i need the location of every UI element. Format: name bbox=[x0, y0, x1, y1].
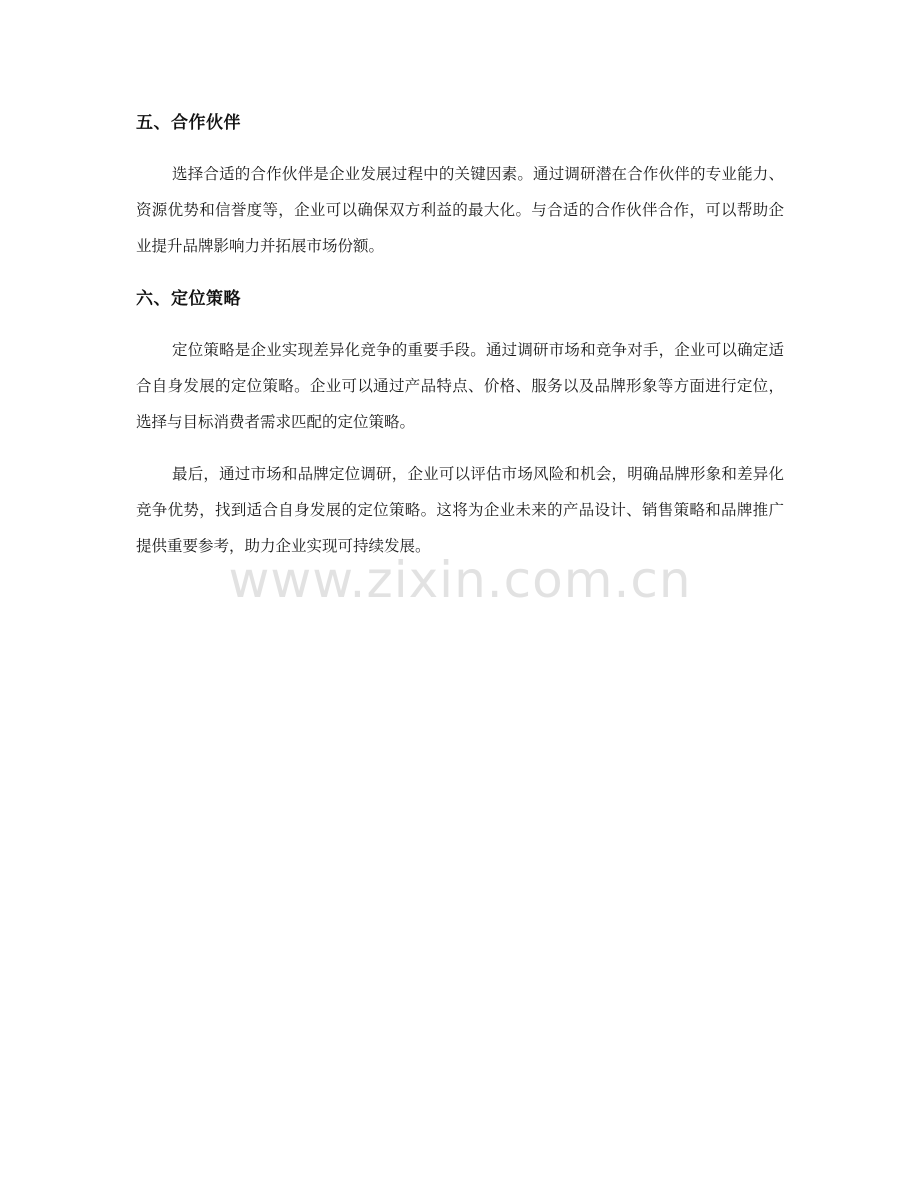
section-heading-partners: 五、合作伙伴 bbox=[136, 113, 241, 133]
document-body bbox=[136, 104, 784, 564]
paragraph-conclusion: 最后，通过市场和品牌定位调研，企业可以评估市场风险和机会，明确品牌形象和差异化竞争优势，找到适合自身发展的定位策略。这将为企业未来的产品设计、销售策略和品牌推广提供重要参考，助力企业实现可持续发展。 bbox=[136, 465, 784, 555]
watermark: www.zixin.com.cn bbox=[228, 551, 692, 609]
paragraph-positioning: 定位策略是企业实现差异化竞争的重要手段。通过调研市场和竞争对手，企业可以确定适合自身发展的定位策略。企业可以通过产品特点、价格、服务以及品牌形象等方面进行定位，选择与目标消费者需求匹配的定位策略。 bbox=[136, 341, 784, 431]
section-heading-positioning: 六、定位策略 bbox=[136, 289, 241, 309]
paragraph-partners: 选择合适的合作伙伴是企业发展过程中的关键因素。通过调研潜在合作伙伴的专业能力、资源优势和信誉度等，企业可以确保双方利益的最大化。与合适的合作伙伴合作，可以帮助企业提升品牌影响力并拓展市场份额。 bbox=[136, 165, 784, 255]
